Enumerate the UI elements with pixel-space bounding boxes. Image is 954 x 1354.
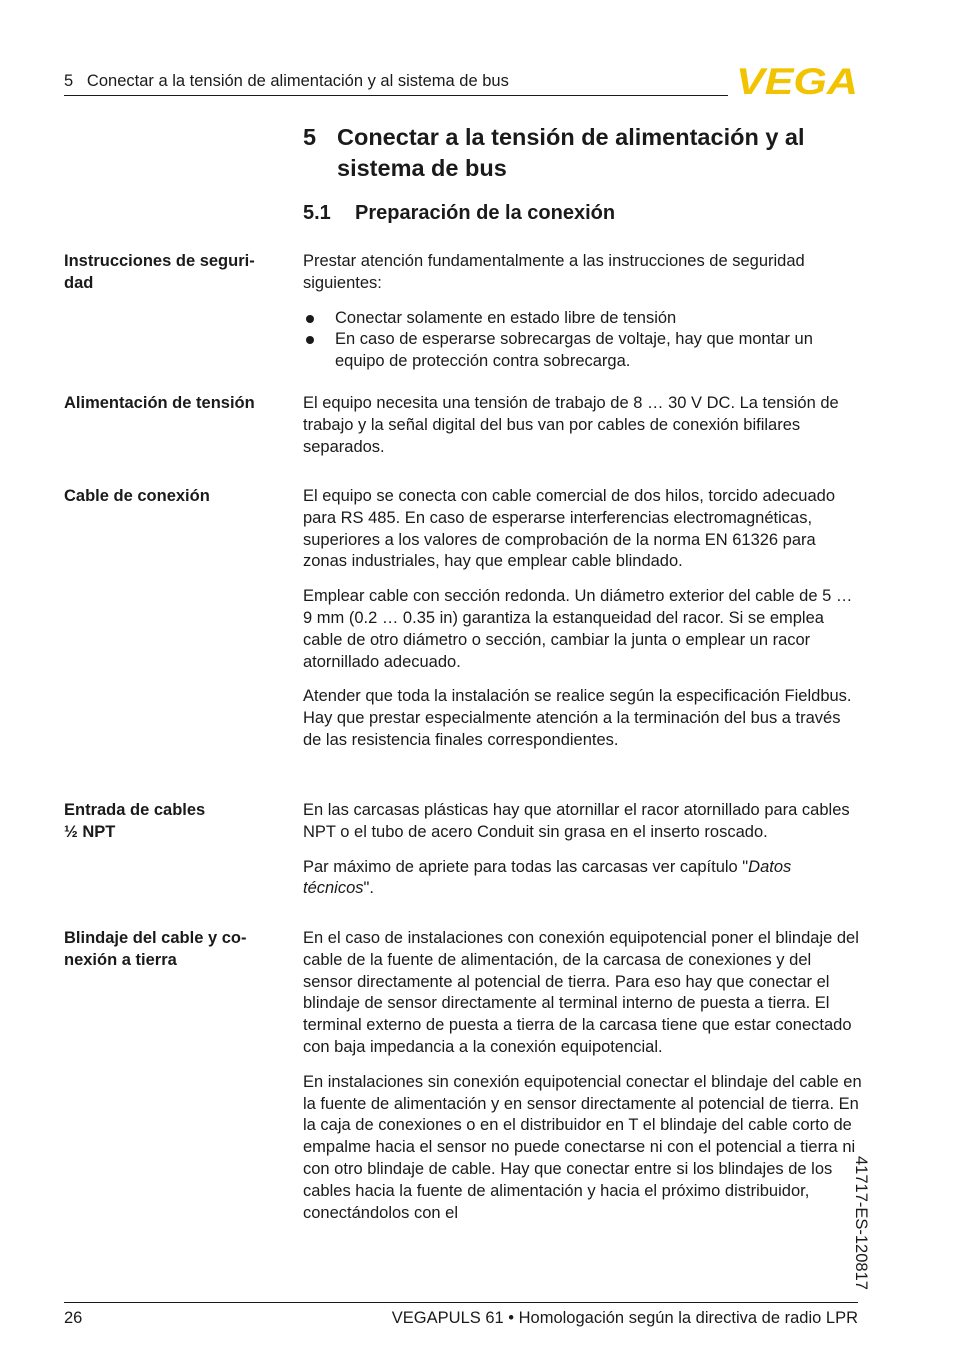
footer-document-title: VEGAPULS 61 • Homologación según la directiva de radio LPR bbox=[391, 1309, 858, 1327]
chapter-number: 5 bbox=[303, 124, 317, 150]
entry-p2-prefix: Par máximo de apriete para todas las carcasas ver capítulo " bbox=[303, 857, 749, 876]
safety-bullet-list bbox=[303, 308, 863, 373]
section-title: Preparación de la conexión bbox=[355, 202, 616, 224]
label-shield: Blindaje del cable y co- nexión a tierra bbox=[64, 929, 247, 969]
bullet-icon bbox=[306, 336, 314, 344]
power-text: El equipo necesita una tensión de trabajo de 8 … 30 V DC. La tensión de trabajo y la señal digital del bus van por cables de conexión bifilares separados. bbox=[303, 394, 839, 456]
bullet-text: En caso de esperarse sobrecargas de voltaje, hay que montar un equipo de protección contra sobrecarga. bbox=[335, 330, 813, 371]
block-cable bbox=[303, 486, 863, 765]
block-entry bbox=[303, 800, 863, 913]
chapter-title: Conectar a la tensión de alimentación y al sistema de bus bbox=[337, 124, 805, 181]
footer-rule bbox=[64, 1302, 858, 1303]
vega-logo bbox=[736, 66, 858, 96]
cable-paragraph-1: El equipo se conecta con cable comercial de dos hilos, torcido adecuado para RS 485. En caso de esperarse interferencias electromagnéticas, superiores a los valores de comprobación de la norma EN 61326 para zonas industriales, hay que emplear cable blindado. bbox=[303, 487, 835, 571]
section-heading bbox=[303, 202, 615, 225]
vega-logo-text: VEGA bbox=[736, 66, 858, 96]
label-power: Alimentación de tensión bbox=[64, 394, 255, 412]
entry-paragraph-1: En las carcasas plásticas hay que atornillar el racor atornillado para cables NPT o el tubo de acero Conduit sin grasa en el inserto roscado. bbox=[303, 801, 850, 841]
label-entry: Entrada de cables ½ NPT bbox=[64, 801, 206, 841]
safety-intro: Prestar atención fundamentalmente a las instrucciones de seguridad siguientes: bbox=[303, 252, 805, 292]
document-code: 41717-ES-120817 bbox=[852, 1156, 870, 1290]
entry-paragraph-2 bbox=[303, 857, 863, 901]
entry-p2-suffix: ". bbox=[363, 879, 374, 898]
section-number: 5.1 bbox=[303, 202, 331, 224]
shield-paragraph-2: En instalaciones sin conexión equipotencial conectar el blindaje del cable en la fuente de alimentación y en sensor directamente al potencial de tierra. En la caja de conexiones o en el distribuidor en T el blindaje del cable corto de empalme hacia el sensor no puede conectarse ni con el potencial a tierra ni con otro blindaje de cable. Hay que conectar entre si los blindajes de los cables hacia la fuente de alimentación y hacia el próximo distribuidor, conectándolos con el bbox=[303, 1072, 862, 1222]
entry-p2-reference: Datos técnicos bbox=[303, 857, 792, 898]
header-rule bbox=[64, 95, 728, 96]
chapter-heading bbox=[303, 122, 883, 184]
block-safety bbox=[303, 251, 863, 373]
list-item bbox=[303, 308, 863, 330]
page-number: 26 bbox=[64, 1309, 83, 1327]
bullet-icon bbox=[306, 315, 314, 323]
block-shield bbox=[303, 928, 863, 1237]
cable-paragraph-3: Atender que toda la instalación se realice según la especificación Fieldbus. Hay que prestar especialmente atención a la terminación del bus a través de las resistencia finales correspondientes. bbox=[303, 687, 852, 749]
label-safety: Instrucciones de seguri- dad bbox=[64, 252, 255, 292]
running-header: 5 Conectar a la tensión de alimentación y al sistema de bus bbox=[64, 72, 509, 90]
label-cable: Cable de conexión bbox=[64, 487, 210, 505]
shield-paragraph-1: En el caso de instalaciones con conexión equipotencial poner el blindaje del cable de la fuente de alimentación, de la carcasa de conexiones y del sensor directamente al potencial de tierra. Para eso hay que conectar el blindaje de sensor directamente al terminal interno de puesta a tierra. El terminal externo de puesta a tierra de la carcasa tiene que estar conectado con baja impedancia a la conexión equipotencial. bbox=[303, 929, 859, 1056]
block-power bbox=[303, 393, 863, 471]
list-item bbox=[303, 329, 863, 373]
bullet-text: Conectar solamente en estado libre de tensión bbox=[335, 308, 677, 327]
cable-paragraph-2: Emplear cable con sección redonda. Un diámetro exterior del cable de 5 … 9 mm (0.2 … 0.35 in) garantiza la estanqueidad del racor. Si se emplea cable de otro diámetro o sección, cambiar la junta o emplear un racor atornillado adecuado. bbox=[303, 587, 853, 671]
